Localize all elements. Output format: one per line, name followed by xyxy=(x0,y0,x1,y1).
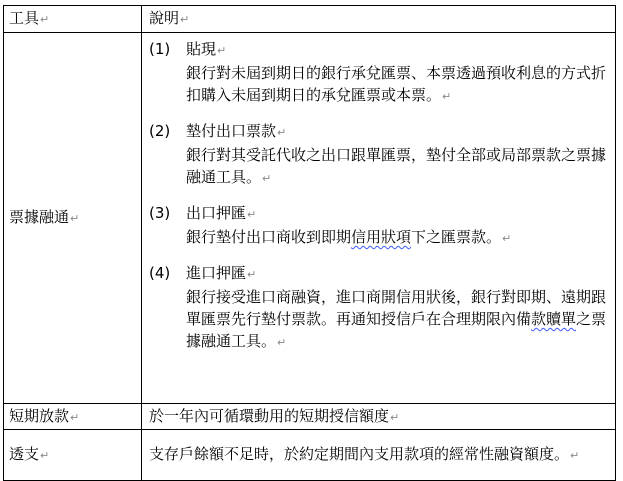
description-cell-short-loan xyxy=(142,404,616,430)
description-cell-bills xyxy=(142,33,616,404)
list-item xyxy=(149,202,609,250)
table-row-short-loan xyxy=(4,404,616,430)
item-number: (3) xyxy=(149,204,171,222)
list-item xyxy=(149,120,609,190)
item-title: 進口押匯 xyxy=(186,264,247,282)
tool-cell-bills xyxy=(4,33,142,404)
list-item xyxy=(149,262,609,354)
item-number: (1) xyxy=(149,40,171,58)
paragraph-mark: ↵ xyxy=(277,126,287,139)
header-description-label: 說明 xyxy=(149,9,180,27)
item-description-start: 銀行接受進口商融資，進口商開信用狀後，銀行對即期、遠期跟單匯票先行墊付票款。再通知授信戶在合理期限內備 xyxy=(186,288,607,328)
header-cell-description xyxy=(142,6,616,33)
paragraph-mark: ↵ xyxy=(262,172,272,185)
paragraph-mark: ↵ xyxy=(40,13,50,26)
item-description-end: 下之匯票款。 xyxy=(411,228,502,246)
item-number: (4) xyxy=(149,264,171,282)
tool-description: 支存戶餘額不足時，於約定期間內支用款項的經常性融資額度。 xyxy=(149,445,570,463)
item-description-end: 之票據融通工具。 xyxy=(186,310,607,350)
table-header-row xyxy=(4,6,616,33)
tool-cell-short-loan xyxy=(4,404,142,430)
list-item xyxy=(149,38,609,108)
paragraph-mark: ↵ xyxy=(277,336,287,349)
paragraph-mark: ↵ xyxy=(70,410,80,424)
paragraph-mark: ↵ xyxy=(247,268,257,281)
tool-cell-overdraft xyxy=(4,430,142,481)
item-description: 銀行對未屆到期日的銀行承兌匯票、本票透過預收利息的方式折扣購入未屆到期日的承兌匯票或本票。 xyxy=(186,64,607,104)
paragraph-mark: ↵ xyxy=(570,449,580,462)
tools-table xyxy=(3,5,616,481)
paragraph-mark: ↵ xyxy=(442,90,452,103)
paragraph-mark: ↵ xyxy=(390,410,400,424)
spellcheck-underlined-text: 款贖單 xyxy=(531,310,577,328)
tool-name: 短期放款 xyxy=(9,406,70,425)
item-description: 銀行對其受託代收之出口跟單匯票，墊付全部或局部票款之票據融通工具。 xyxy=(186,146,607,186)
header-cell-tool xyxy=(4,6,142,33)
item-description-start: 銀行墊付出口商收到即期 xyxy=(186,228,352,246)
tool-description: 於一年內可循環動用的短期授信額度 xyxy=(149,406,390,425)
paragraph-mark: ↵ xyxy=(247,208,257,221)
paragraph-mark: ↵ xyxy=(217,44,227,57)
paragraph-mark: ↵ xyxy=(40,449,50,462)
tool-name: 透支 xyxy=(9,445,40,463)
item-number: (2) xyxy=(149,122,171,140)
paragraph-mark: ↵ xyxy=(180,13,190,26)
paragraph-mark: ↵ xyxy=(70,212,80,225)
table-row-bills xyxy=(4,33,616,404)
spellcheck-underlined-text: 信用狀項 xyxy=(351,228,412,246)
paragraph-mark: ↵ xyxy=(502,232,512,245)
item-title: 貼現 xyxy=(186,40,217,58)
item-title: 墊付出口票款 xyxy=(186,122,277,140)
description-cell-overdraft xyxy=(142,430,616,481)
table-row-overdraft xyxy=(4,430,616,481)
item-title: 出口押匯 xyxy=(186,204,247,222)
header-tool-label: 工具 xyxy=(9,9,40,27)
tool-name: 票據融通 xyxy=(9,208,70,226)
